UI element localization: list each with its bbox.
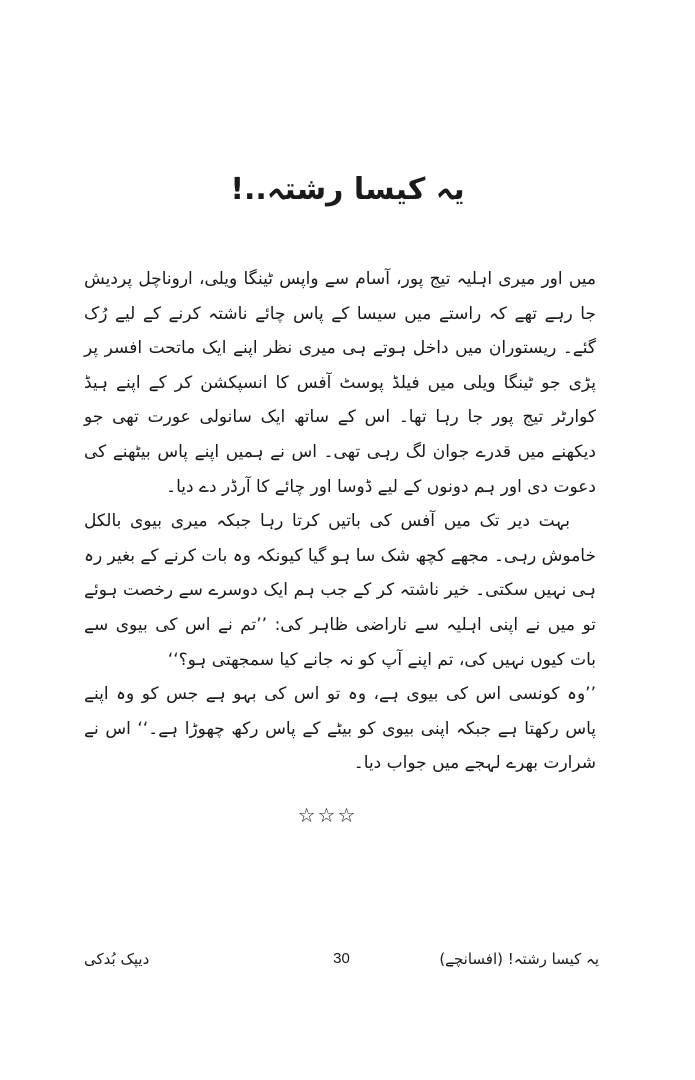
section-separator-stars: ☆☆☆	[297, 803, 358, 827]
footer-author: دیپک بُدکی	[84, 950, 150, 968]
footer-page-number: 30	[333, 950, 350, 967]
story-title: یہ کیسا رشتہ..!	[230, 172, 465, 207]
footer-book-title: یہ کیسا رشتہ! (افسانچے)	[439, 950, 599, 968]
story-body	[84, 262, 596, 781]
paragraph-2: بہت دیر تک میں آفس کی باتیں کرتا رہا جبکہ میری بیوی بالکل خاموش رہی۔ مجھے کچھ شک سا ہو گیا کیونکہ وہ بات کرنے کے بغیر رہ ہی نہیں سکتی۔ خیر ناشتہ کر کے جب ہم ایک دوسرے سے رخصت ہوئے تو میں نے اپنی اہلیہ سے ناراضی ظاہر کی: ’’تم نے اس کی بیوی سے بات کیوں نہیں کی، تم اپنے آپ کو نہ جانے کیا سمجھتی ہو؟‘‘	[83, 511, 596, 670]
paragraph-3: ’’وہ کونسی اس کی بیوی ہے، وہ تو اس کی بہو ہے جس کو وہ اپنے پاس رکھتا ہے جبکہ اپنی بیوی کو بیٹے کے پاس رکھ چھوڑا ہے۔‘‘ اس نے شرارت بھرے لہجے میں جواب دیا۔	[84, 684, 596, 774]
page-footer	[84, 950, 599, 980]
paragraph-1: میں اور میری اہلیہ تیج پور، آسام سے واپس ٹینگا ویلی، اروناچل پردیش جا رہے تھے کہ راستے میں سیسا کے پاس چائے ناشتہ کرنے کے لیے رُک گئے۔ ریستوران میں داخل ہوتے ہی میری نظر اپنے ایک ماتحت افسر پر پڑی جو ٹینگا ویلی میں فیلڈ پوسٹ آفس کا انسپکشن کر کے اپنے ہیڈ کوارٹر تیج پور جا رہا تھا۔ اس کے ساتھ ایک سانولی عورت تھی جو دیکھنے میں قدرے جوان لگ رہی تھی۔ اس نے ہمیں اپنے پاس بیٹھنے کی دعوت دی اور ہم دونوں کے لیے ڈوسا اور چائے کا آرڈر دے دیا۔	[84, 269, 596, 497]
